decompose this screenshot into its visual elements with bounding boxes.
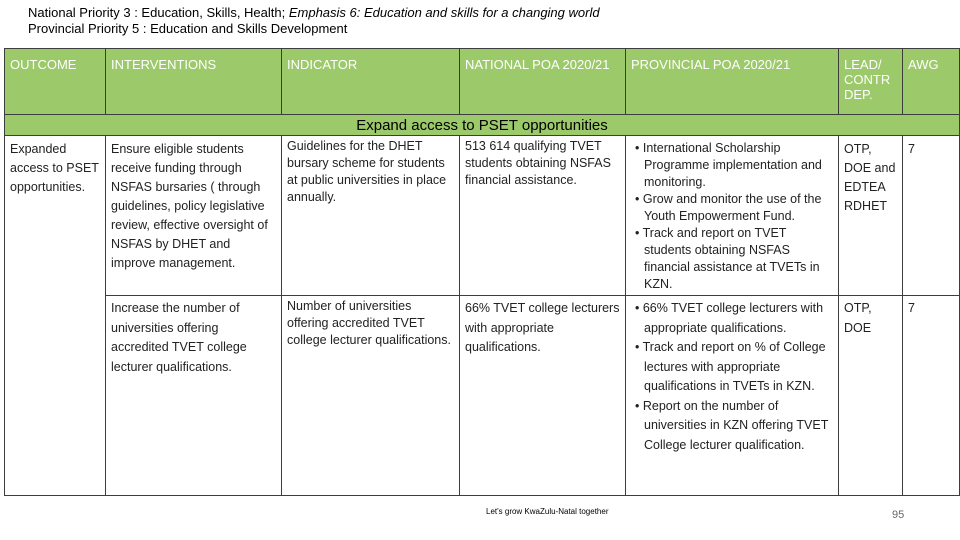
header-indicator: INDICATOR	[282, 49, 460, 115]
header-provincial-poa: PROVINCIAL POA 2020/21	[626, 49, 839, 115]
header-awg: AWG	[903, 49, 960, 115]
provincial-poa-cell	[626, 296, 839, 496]
table-header-row	[5, 49, 960, 115]
page-number: 95	[892, 509, 905, 521]
emphasis-text: Emphasis 6: Education and skills for a changing world	[288, 5, 600, 20]
intervention-cell: Ensure eligible students receive funding through NSFAS bursaries ( through guidelines, policy legislative review, effective oversight of NSFAS by DHET and improve management.	[106, 136, 282, 296]
indicator-cell: Guidelines for the DHET bursary scheme for students at public universities in place annually.	[282, 136, 460, 296]
provincial-item: • Grow and monitor the use of the Youth Empowerment Fund.	[631, 191, 833, 225]
provincial-item: • Track and report on % of College lectures with appropriate qualifications in TVETs in KZN.	[631, 338, 833, 397]
awg-cell: 7	[903, 136, 960, 296]
lead-dep-cell: OTP, DOE and EDTEA RDHET	[839, 136, 903, 296]
provincial-item: • 66% TVET college lecturers with appropriate qualifications.	[631, 299, 833, 338]
outcome-cell: Expanded access to PSET opportunities.	[5, 136, 106, 496]
national-priority-text: National Priority 3 : Education, Skills, Health;	[28, 5, 289, 20]
provincial-item: • Track and report on TVET students obtaining NSFAS financial assistance at TVETs in KZN.	[631, 225, 833, 293]
header-national-poa: NATIONAL POA 2020/21	[460, 49, 626, 115]
priority-table	[4, 48, 960, 496]
table-row	[5, 296, 960, 496]
lead-dep-cell: OTP, DOE	[839, 296, 903, 496]
header-outcome: OUTCOME	[5, 49, 106, 115]
page-title-line-2: Provincial Priority 5 : Education and Skills Development	[28, 21, 348, 36]
intervention-cell: Increase the number of universities offering accredited TVET college lecturer qualifications.	[106, 296, 282, 496]
header-interventions: INTERVENTIONS	[106, 49, 282, 115]
indicator-cell: Number of universities offering accredited TVET college lecturer qualifications.	[282, 296, 460, 496]
provincial-item: • International Scholarship Programme implementation and monitoring.	[631, 140, 833, 191]
provincial-poa-cell	[626, 136, 839, 296]
section-row	[5, 115, 960, 136]
section-title: Expand access to PSET opportunities	[5, 115, 960, 136]
header-lead-dep: LEAD/ CONTR DEP.	[839, 49, 903, 115]
provincial-item: • Report on the number of universities in KZN offering TVET College lecturer qualification.	[631, 397, 833, 456]
table-row	[5, 136, 960, 296]
national-poa-cell: 66% TVET college lecturers with appropriate qualifications.	[460, 296, 626, 496]
national-poa-cell: 513 614 qualifying TVET students obtaining NSFAS financial assistance.	[460, 136, 626, 296]
page-title-line-1	[28, 5, 600, 20]
awg-cell: 7	[903, 296, 960, 496]
footer-slogan: Let's grow KwaZulu-Natal together	[486, 507, 609, 516]
